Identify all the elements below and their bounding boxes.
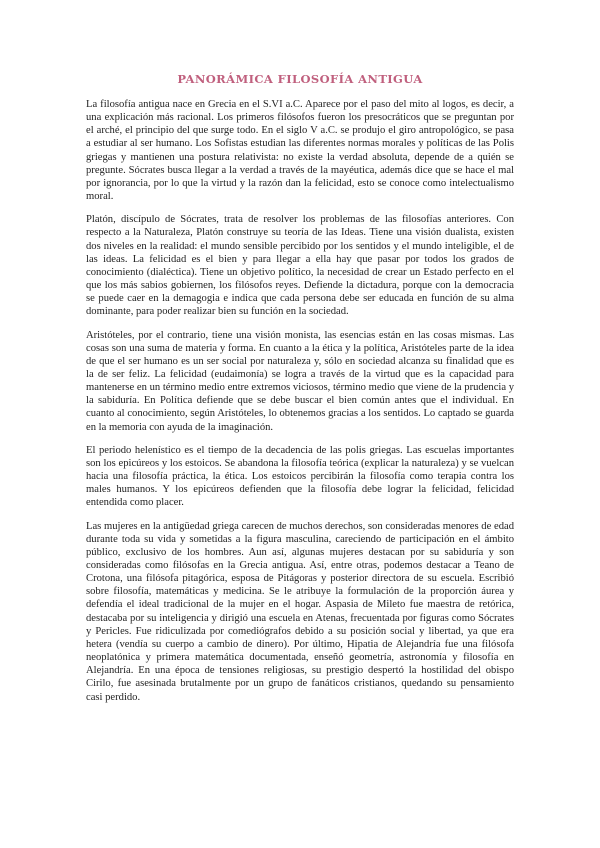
paragraph-platon: Platón, discípulo de Sócrates, trata de resolver los problemas de las filosofías anteriores. Con respecto a la Naturaleza, Platón construye su teoría de las Ideas. Tiene una visión dualista, existen dos niveles en la realidad: el mundo sensible percibido por los sentidos y el mundo inteligible, el de las ideas. La felicidad es el bien y para llegar a ella hay que pasar por todos los grados de conocimiento (dialéctica). Tiene un objetivo político, la necesidad de crear un Estado perfecto en el que los más sabios gobiernen, los filósofos reyes. Defiende la dictadura, porque con la democracia se puede caer en la demagogia e indica que cada persona debe ser educada en función de su alma dominante, para poder realizar bien su función en la sociedad. xyxy=(86,214,514,318)
page-title: PANORÁMICA FILOSOFÍA ANTIGUA xyxy=(177,72,423,86)
paragraph-intro: La filosofía antigua nace en Grecia en el S.VI a.C. Aparece por el paso del mito al logos, es decir, a una explicación más racional. Los primeros filósofos fueron los presocráticos que se preguntan por el arché, el principio del que surge todo. En el siglo V a.C. se produjo el giro antropológico, se pasa a estudiar al ser humano. Los Sofistas estudian las diferentes normas morales y políticas de las Polis griegas y mantienen una postura relativista: no existe la verdad absoluta, depende de a quién se pregunte. Sócrates busca llegar a la verdad a través de la mayéutica, además dice que se hace el mal por ignorancia, por lo que la virtud y la razón dan la felicidad, esto se conoce como intelectualismo moral. xyxy=(86,99,514,203)
paragraph-helenistico: El periodo helenístico es el tiempo de la decadencia de las polis griegas. Las escuelas importantes son los epicúreos y los estoicos. Se abandona la filosofía teórica (explicar la naturaleza) y se vuelcan hacia una filosofía práctica, la ética. Los estoicos percibirán la filosofía como terapia contra los males humanos. Y los epicúreos defienden que la filosofía debe lograr la felicidad, felicidad entendida como placer. xyxy=(86,444,514,509)
paragraph-aristoteles: Aristóteles, por el contrario, tiene una visión monista, las esencias están en las cosas mismas. Las cosas son una suma de materia y forma. En cuanto a la ética y la política, Aristóteles parte de la idea de que el ser humano es un ser social por naturaleza y, sólo en sociedad alcanza su finalidad que es la de ser feliz. La felicidad (eudaimonía) se logra a través de la virtud que es la capacidad para mantenerse en un término medio entre extremos viciosos, término medio que viene de la prudencia y la sabiduría. En Política defiende que se debe buscar el bien común antes que el individual. En cuanto al conocimiento, según Aristóteles, lo obtenemos gracias a los sentidos. Lo captado se guarda en la memoria con ayuda de la imaginación. xyxy=(86,329,514,433)
paragraph-mujeres: Las mujeres en la antigüedad griega carecen de muchos derechos, son consideradas menores de edad durante toda su vida y sometidas a la figura masculina, careciendo de participación en el ámbito público, exclusivo de los hombres. Aun así, algunas mujeres destacan por su sabiduría y son consideradas como filósofas en la Grecia antigua. Así, entre otras, podemos destacar a Teano de Crotona, una filósofa pitagórica, esposa de Pitágoras y posterior directora de su escuela. Escribió sobre filosofía, matemáticas y medicina. Se le atribuye la formulación de la proporción áurea y defendía el ideal tradicional de la mujer en el hogar. Aspasia de Mileto fue maestra de retórica, destacaba por su inteligencia y dirigió una escuela en Atenas, frecuentada por figuras como Sócrates y Pericles. Fue ridiculizada por comediógrafos debido a su posición social y libertad, ya que era hetera (vendía su cuerpo a cambio de dinero). Por último, Hipatia de Alejandría fue una filósofa neoplatónica y primera matemática documentada, enseñó geometría, astronomía y filosofía en Alejandría. En una época de tensiones religiosas, su prestigio despertó la hostilidad del obispo Cirilo, fue asesinada brutalmente por un grupo de fanáticos cristianos, quedando su pensamiento casi perdido. xyxy=(86,520,514,703)
document-body xyxy=(86,98,514,714)
